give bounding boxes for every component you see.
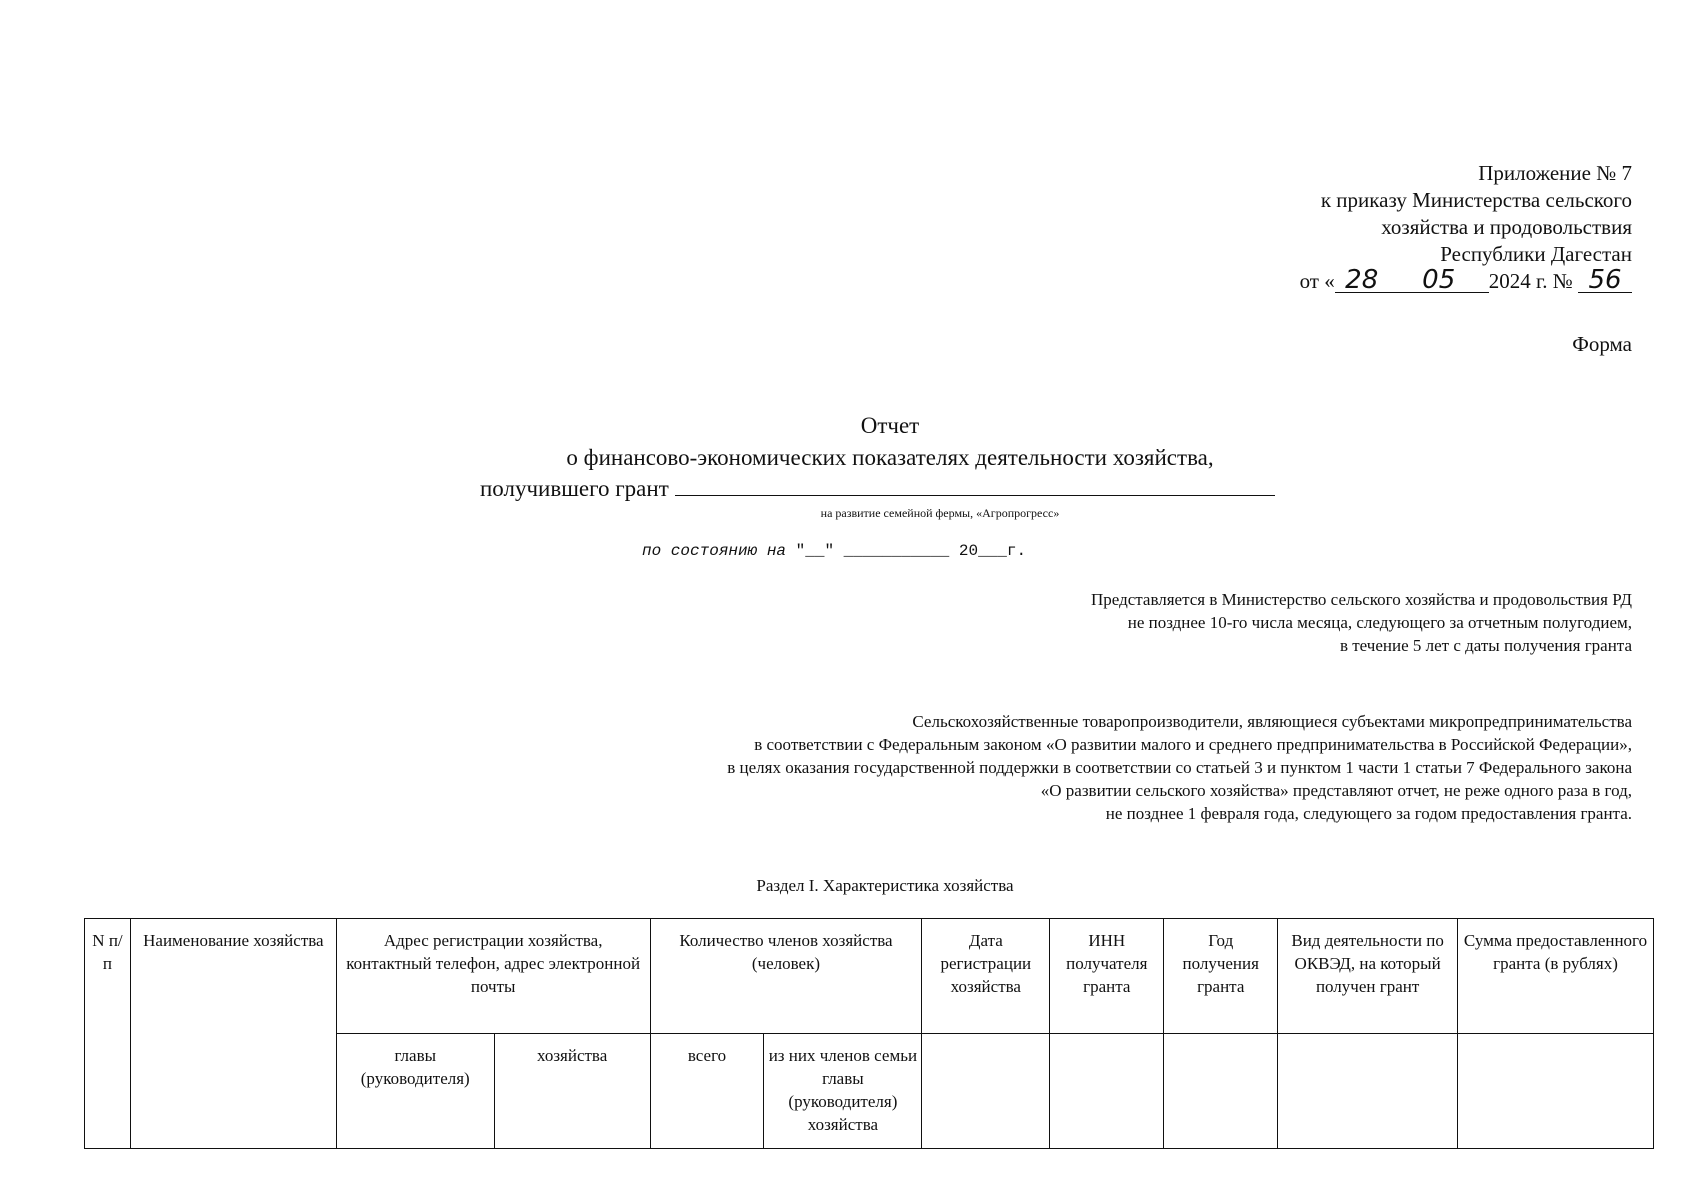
handwritten-month: 05 [1389, 268, 1489, 293]
header-cell-address: Адрес регистрации хозяйства, контактный телефон, адрес электронной почты [336, 919, 650, 1034]
grant-blank-line [675, 477, 1275, 496]
appendix-line: хозяйства и продовольствия [1381, 215, 1632, 239]
legal-line: в соответствии с Федеральным законом «О развитии малого и среднего предпринимательства в Российской Федерации», [754, 735, 1632, 754]
date-prefix: от « [1299, 269, 1335, 293]
legal-line: Сельскохозяйственные товаропроизводители, являющиеся субъектами микропредпринимательства [912, 712, 1632, 731]
report-title-block [0, 410, 1688, 474]
subheader-cell-farm: хозяйства [494, 1034, 650, 1149]
report-title: Отчет [860, 413, 920, 438]
table-cell [1050, 1034, 1164, 1149]
grant-line [480, 476, 1275, 502]
legal-line: не позднее 1 февраля года, следующего за годом предоставления гранта. [1105, 804, 1632, 823]
legal-line: «О развитии сельского хозяйства» представляют отчет, не реже одного раза в год, [1040, 781, 1632, 800]
legal-note [727, 710, 1632, 825]
subheader-cell-family: из них членов семьи главы (руководителя) хозяйства [764, 1034, 922, 1149]
date-year: 2024 г. № [1488, 269, 1573, 293]
submission-line: не позднее 10-го числа месяца, следующего за отчетным полугодием, [1127, 613, 1632, 632]
subheader-cell-head: главы (руководителя) [336, 1034, 494, 1149]
grant-caption: на развитие семейной фермы, «Агропрогресс» [820, 506, 1060, 520]
table-cell [1164, 1034, 1278, 1149]
header-cell-okved: Вид деятельности по ОКВЭД, на который получен грант [1278, 919, 1458, 1034]
appendix-block [1300, 160, 1632, 295]
subheader-cell-total: всего [650, 1034, 764, 1149]
farm-characteristics-table [84, 918, 1654, 1149]
submission-line: Представляется в Министерство сельского хозяйства и продовольствия РД [1090, 590, 1632, 609]
form-label: Форма [1572, 332, 1632, 356]
header-cell-sum: Сумма предоставленного гранта (в рублях) [1458, 919, 1654, 1034]
report-subtitle: о финансово-экономических показателях деятельности хозяйства, [566, 445, 1214, 470]
section-title: Раздел I. Характеристика хозяйства [756, 876, 1014, 895]
grant-label: получившего грант [480, 476, 669, 501]
handwritten-order-number: 56 [1578, 268, 1632, 293]
as-of-blank: "__" ___________ 20___г. [795, 542, 1027, 560]
header-cell-num: N п/п [85, 919, 131, 1149]
appendix-line: Республики Дагестан [1440, 242, 1632, 266]
submission-line: в течение 5 лет с даты получения гранта [1339, 636, 1632, 655]
legal-line: в целях оказания государственной поддержки в соответствии со статьей 3 и пунктом 1 части 1 статьи 7 Федерального закона [727, 758, 1632, 777]
header-cell-inn: ИНН получателя гранта [1050, 919, 1164, 1034]
appendix-line: к приказу Министерства сельского [1320, 188, 1632, 212]
header-cell-members: Количество членов хозяйства (человек) [650, 919, 922, 1034]
as-of-line [642, 542, 1026, 560]
header-cell-year: Год получения гранта [1164, 919, 1278, 1034]
appendix-line: Приложение № 7 [1478, 161, 1632, 185]
table-cell [1278, 1034, 1458, 1149]
table-header-row [85, 919, 1654, 1034]
header-cell-reg-date: Дата регистрации хозяйства [922, 919, 1050, 1034]
handwritten-day: 28 [1335, 268, 1389, 293]
table-cell [1458, 1034, 1654, 1149]
order-date-line [1299, 265, 1632, 295]
table-cell [922, 1034, 1050, 1149]
submission-note [1091, 588, 1632, 657]
as-of-label: по состоянию на [642, 542, 787, 560]
header-cell-name: Наименование хозяйства [130, 919, 336, 1149]
